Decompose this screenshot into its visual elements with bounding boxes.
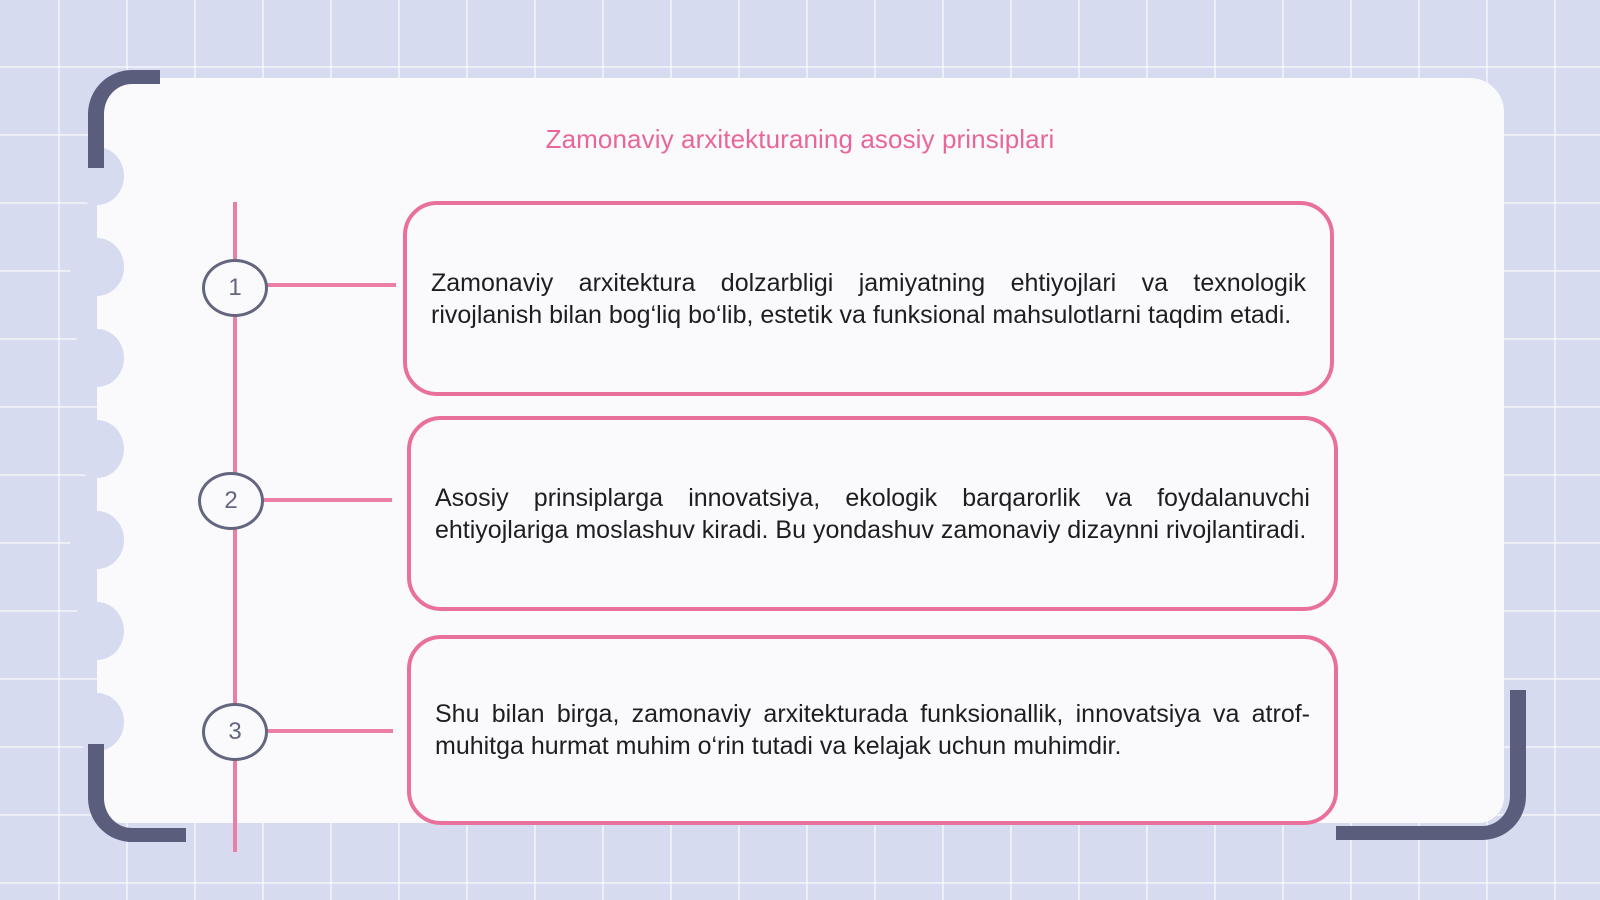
slide-title: Zamonaviy arxitekturaning asosiy prinsiplari bbox=[545, 124, 1055, 154]
paper-scallop bbox=[70, 693, 124, 751]
timeline-connector bbox=[262, 498, 392, 502]
corner-bracket-bottom-left bbox=[88, 744, 186, 842]
step-card bbox=[407, 635, 1338, 825]
step-card bbox=[403, 201, 1334, 396]
step-text: Zamonaviy arxitektura dolzarbligi jamiyatning ehtiyojlari va texnologik rivojlanish bilan bog‘liq bo‘lib, estetik va funksional mahsulotlarni taqdim etadi. bbox=[431, 268, 1306, 329]
step-number: 1 bbox=[228, 274, 242, 301]
step-text: Shu bilan birga, zamonaviy arxitekturada funksionallik, innovatsiya va atrof-muhitga hurmat muhim o‘rin tutadi va kelajak uchun muhimdir. bbox=[435, 700, 1310, 760]
paper-scallop bbox=[70, 602, 124, 660]
step-number: 2 bbox=[224, 487, 238, 514]
step-text: Asosiy prinsiplarga innovatsiya, ekologik barqarorlik va foydalanuvchi ehtiyojlariga moslashuv kiradi. Bu yondashuv zamonaviy dizaynni rivojlantiradi. bbox=[435, 483, 1310, 544]
timeline-connector bbox=[266, 729, 393, 733]
step-number: 3 bbox=[228, 718, 242, 745]
step-number-circle bbox=[202, 703, 268, 761]
step-number-circle bbox=[198, 472, 264, 530]
paper-scallop bbox=[70, 329, 124, 387]
step-number-circle bbox=[202, 259, 268, 317]
paper-scallop bbox=[70, 420, 124, 478]
corner-bracket-bottom-right bbox=[1336, 690, 1526, 840]
step-card bbox=[407, 416, 1338, 611]
paper-scallop bbox=[70, 238, 124, 296]
paper-scallop bbox=[70, 511, 124, 569]
timeline-connector bbox=[266, 283, 396, 287]
